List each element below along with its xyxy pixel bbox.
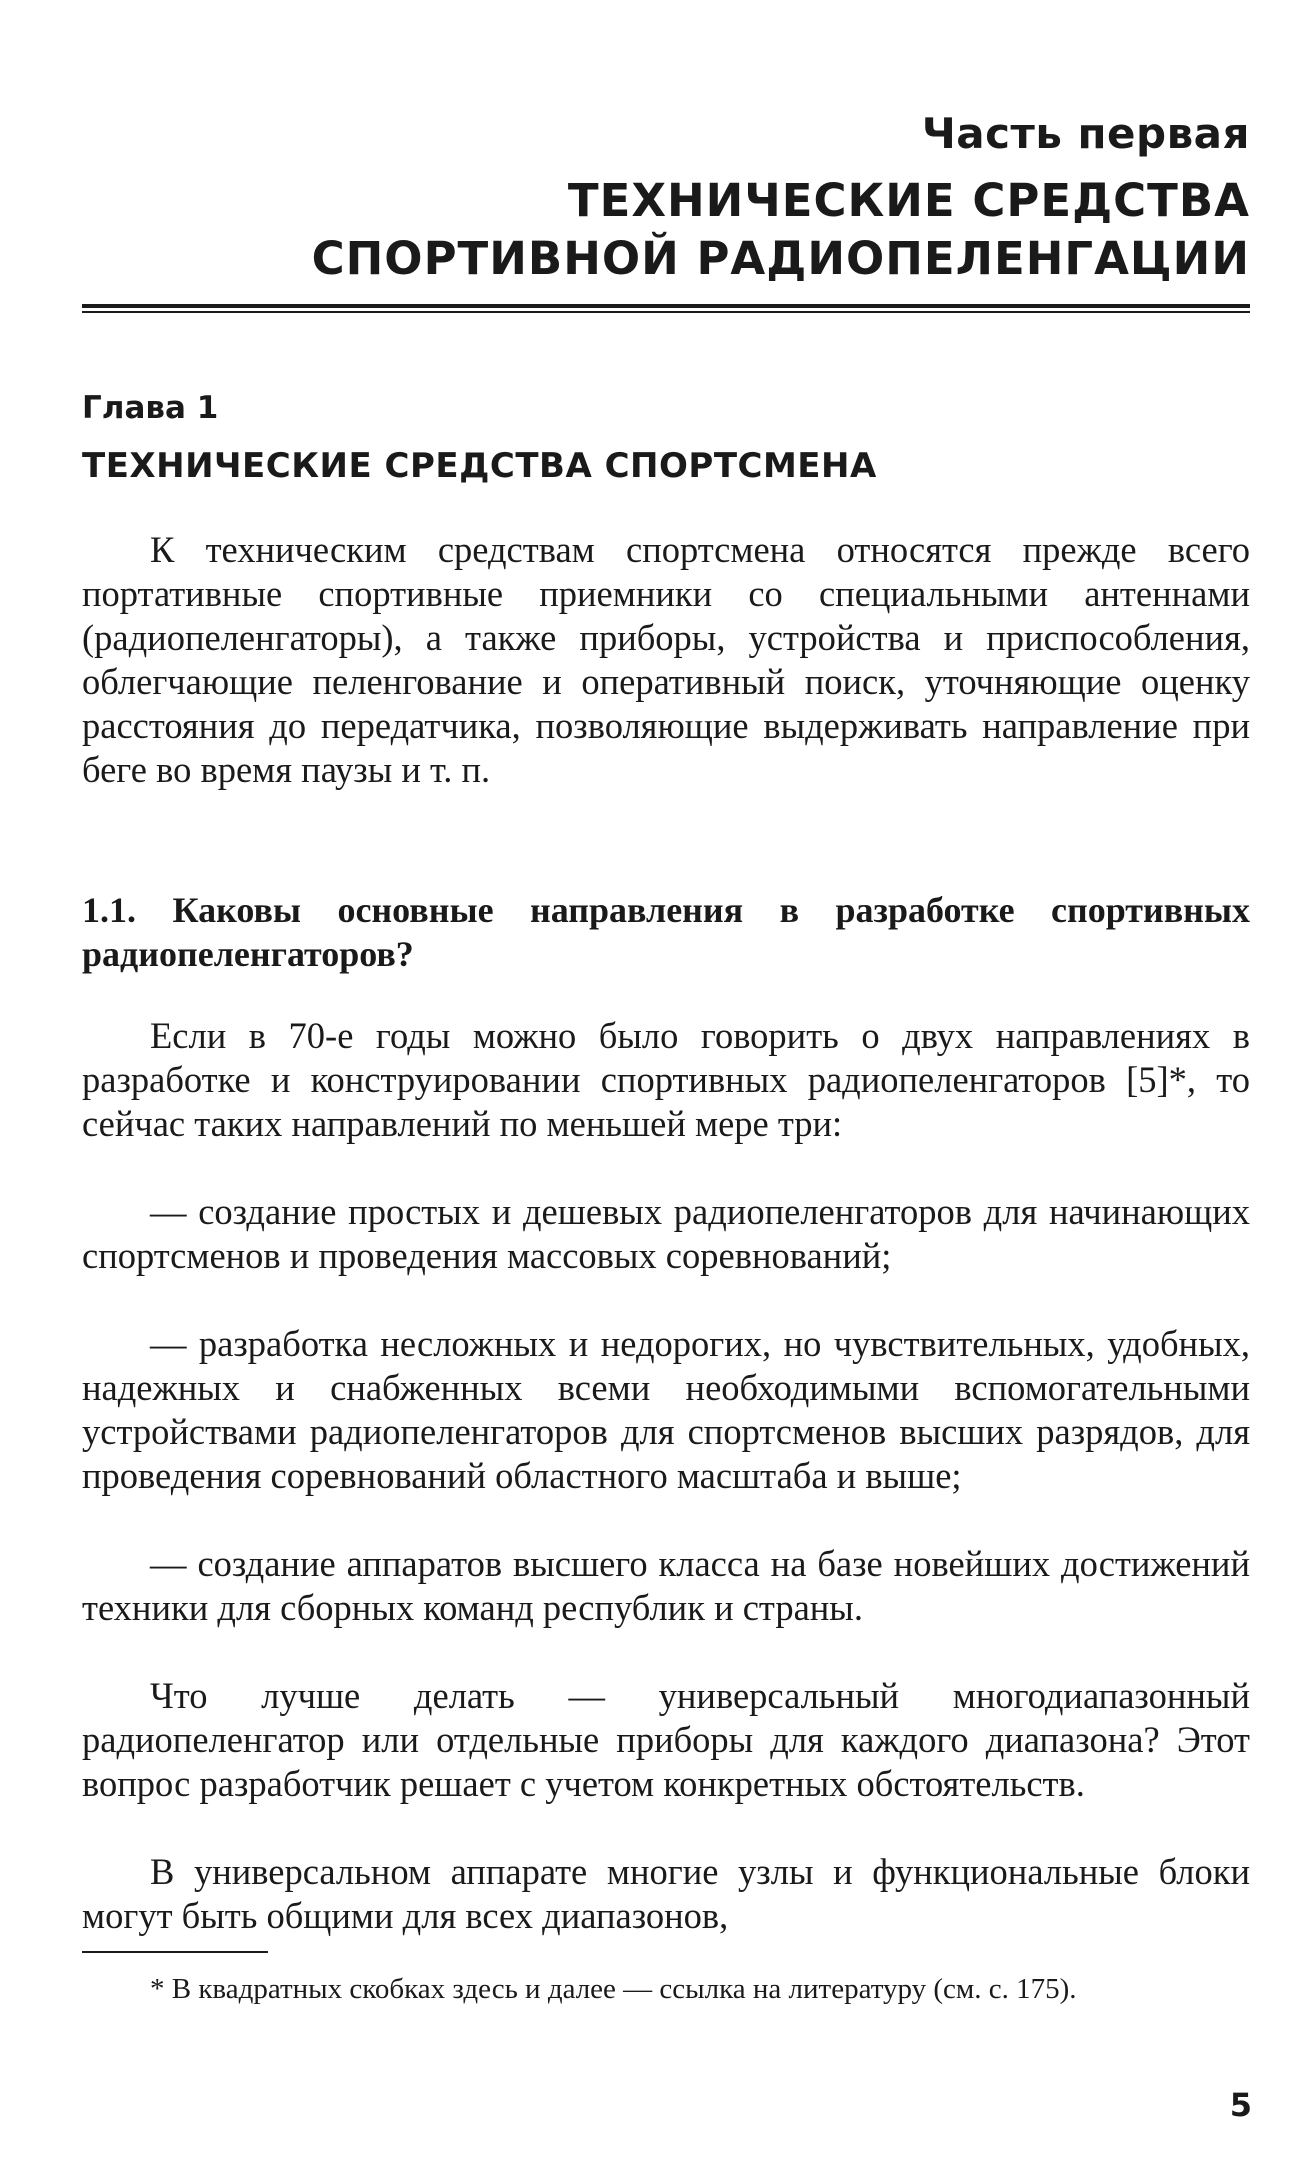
list-item-3: — создание аппаратов высшего класса на базе новейших достижений техники для сборных команд республик и страны. xyxy=(82,1543,1250,1628)
part-title-line-2: СПОРТИВНОЙ РАДИОПЕЛЕНГАЦИИ xyxy=(311,232,1250,285)
part-title-line-1: ТЕХНИЧЕСКИЕ СРЕДСТВА xyxy=(567,174,1250,227)
body-paragraph-2: Что лучше делать — универсальный многодиапазонный радиопеленгатор или отдельные приборы для каждого диапазона? Этот вопрос разработчик решает с учетом конкретных обстоятельств. xyxy=(82,1675,1250,1804)
intro-paragraph: К техническим средствам спортсмена относятся прежде всего портативные спортивные приемники со специальными антеннами (радиопеленгаторы), а также приборы, устройства и приспособления, облегчающие пеленгование и оперативный поиск, уточняющие оценку расстояния до передатчика, позволяющие выдерживать направление при беге во время паузы и т. п. xyxy=(82,529,1250,790)
part-title xyxy=(200,172,1250,288)
chapter-label: Глава 1 xyxy=(82,390,219,426)
header-rule-thin xyxy=(82,311,1250,313)
page-number: 5 xyxy=(1229,2086,1252,2124)
chapter-title: ТЕХНИЧЕСКИЕ СРЕДСТВА СПОРТСМЕНА xyxy=(82,446,877,486)
section-heading: 1.1. Каковы основные направления в разработке спортивных радиопеленгаторов? xyxy=(82,890,1250,974)
header-rule-thick xyxy=(82,304,1250,308)
list-item-2: — разработка несложных и недорогих, но чувствительных, удобных, надежных и снабженных всеми необходимыми вспомогательными устройствами радиопеленгаторов для спортсменов высших разрядов, для проведения соревнований областного масштаба и выше; xyxy=(82,1323,1250,1496)
footnote-rule xyxy=(82,1951,268,1953)
part-label: Часть первая xyxy=(921,109,1250,158)
body-paragraph-3: В универсальном аппарате многие узлы и функциональные блоки могут быть общими для всех диапазонов, xyxy=(82,1851,1250,1936)
list-item-1: — создание простых и дешевых радиопеленгаторов для начинающих спортсменов и проведения массовых соревнований; xyxy=(82,1191,1250,1276)
body-paragraph-1: Если в 70-е годы можно было говорить о двух направлениях в разработке и конструировании спортивных радиопеленгаторов [5]*, то сейчас таких направлений по меньшей мере три: xyxy=(82,1015,1250,1144)
footnote: * В квадратных скобках здесь и далее — ссылка на литературу (см. с. 175). xyxy=(150,1973,1077,2005)
